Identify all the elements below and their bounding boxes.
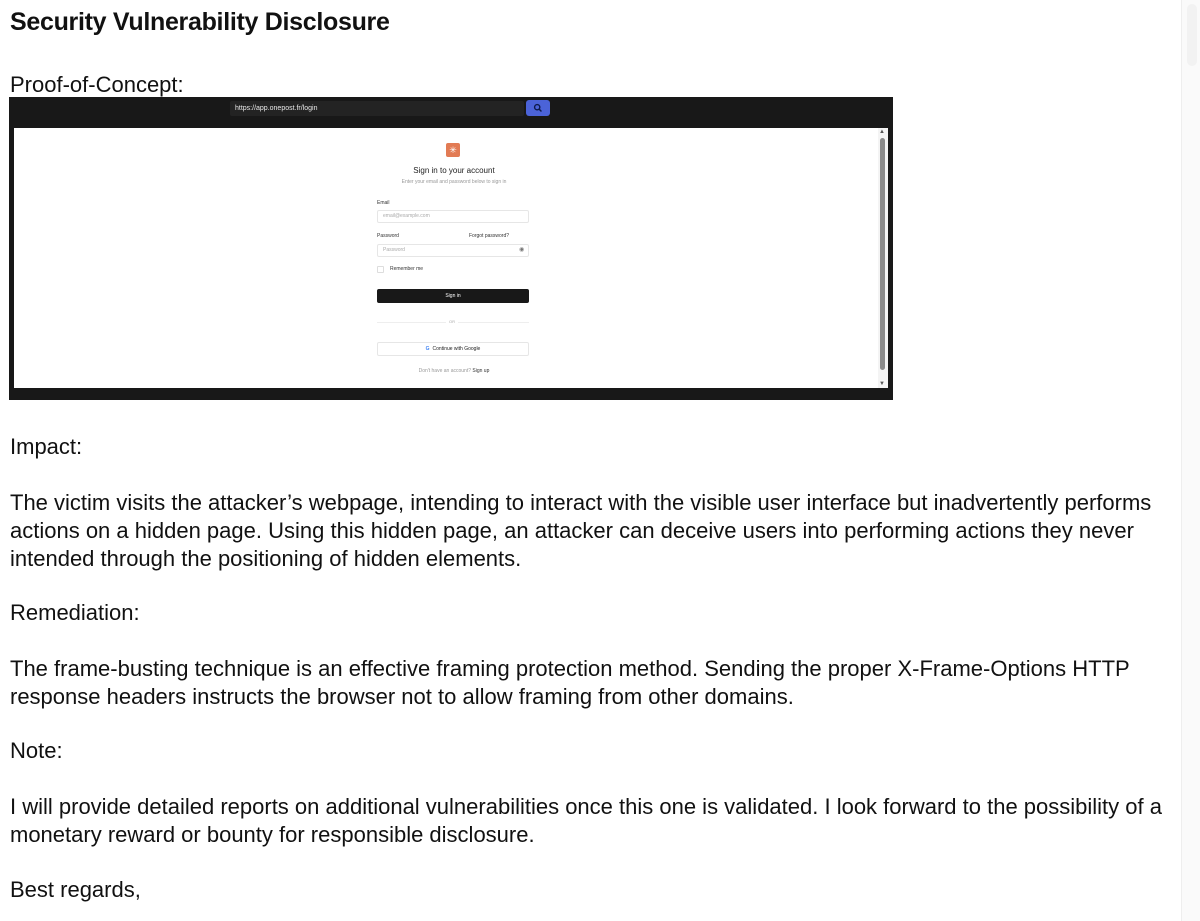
signin-button: Sign in — [377, 289, 529, 303]
impact-heading: Impact: — [10, 434, 83, 459]
signup-link: Sign up — [472, 368, 490, 374]
asterisk-logo-icon: ✳ — [446, 143, 460, 157]
email-label: Email — [377, 200, 390, 206]
divider-text: OR — [446, 319, 458, 324]
remember-checkbox — [377, 266, 384, 273]
remediation-heading: Remediation: — [10, 600, 140, 625]
frame-scrollbar — [878, 128, 888, 388]
google-label: Continue with Google — [432, 346, 481, 352]
page-scroll-thumb[interactable] — [1187, 4, 1197, 66]
note-heading: Note: — [10, 738, 63, 763]
signup-prompt: Don't have an account? — [418, 368, 472, 374]
forgot-password-link: Forgot password? — [469, 233, 510, 239]
password-label: Password — [377, 233, 399, 239]
scroll-down-icon: ▼ — [879, 381, 885, 387]
note-text: I will provide detailed reports on additional vulnerabilities once this one is validated. I look forward to the possibility of a monetary reward or bounty for responsible disclosure. — [10, 794, 1162, 847]
search-button — [526, 100, 550, 116]
url-bar: https://app.onepost.fr/login — [230, 101, 524, 116]
form-subtitle: Enter your email and password below to sign in — [401, 179, 507, 185]
remember-label: Remember me — [390, 266, 424, 272]
poc-screenshot — [9, 97, 893, 400]
signup-line — [354, 368, 554, 374]
scroll-up-icon: ▲ — [879, 129, 885, 135]
remediation-text: The frame-busting technique is an effective framing protection method. Sending the proper X-Frame-Options HTTP response headers instructs the browser not to allow framing from other domains. — [10, 656, 1130, 709]
password-field: Password — [377, 244, 529, 257]
email-field: email@example.com — [377, 210, 529, 223]
eye-icon: ◉ — [519, 247, 525, 253]
poc-heading: Proof-of-Concept: — [10, 72, 184, 97]
google-button — [377, 342, 529, 356]
closing: Best regards, — [10, 877, 141, 902]
search-icon — [526, 100, 550, 116]
form-title: Sign in to your account — [413, 166, 495, 175]
frame-scroll-thumb — [880, 138, 885, 370]
embedded-login-frame — [14, 128, 888, 388]
page-title: Security Vulnerability Disclosure — [10, 8, 390, 36]
page-scrollbar[interactable] — [1181, 0, 1200, 921]
google-icon: G — [425, 346, 430, 352]
impact-text: The victim visits the attacker’s webpage, intending to interact with the visible user interface but inadvertently performs actions on a hidden page. Using this hidden page, an attacker can deceive users into performing actions they never intended through the positioning of hidden elements. — [10, 490, 1152, 571]
